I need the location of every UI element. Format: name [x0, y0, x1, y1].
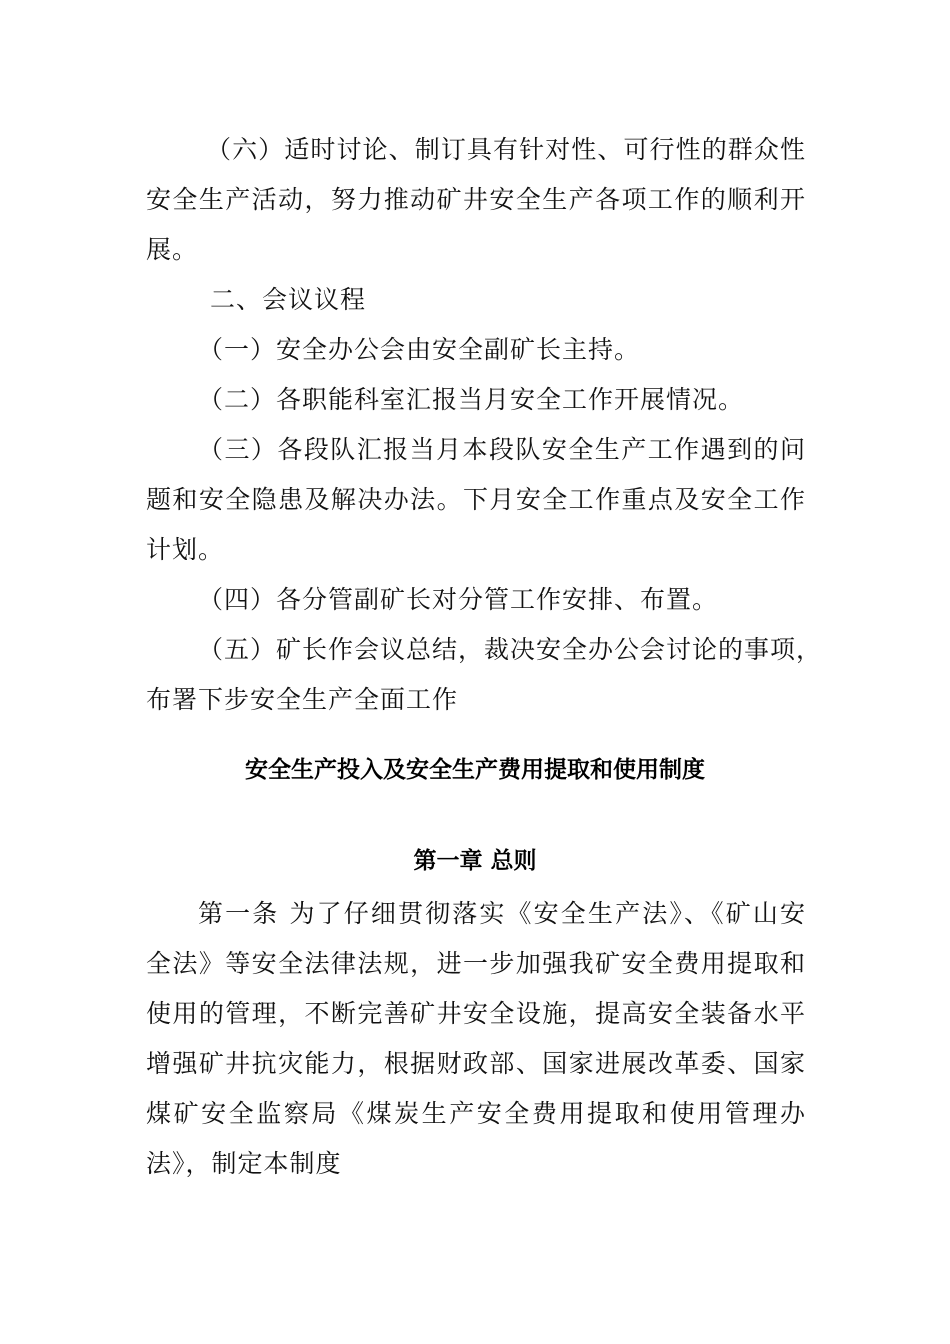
paragraph-line: 法》，制定本制度 — [146, 1149, 342, 1178]
paragraph-line: 使用的管理，不断完善矿井安全设施，提高安全装备水平 — [146, 999, 806, 1028]
paragraph-line: （六）适时讨论、制订具有针对性、可行性的群众性 — [206, 135, 806, 164]
paragraph-line: 全法》等安全法律法规，进一步加强我矿安全费用提取和 — [146, 949, 806, 978]
paragraph-line: 第一条 为了仔细贯彻落实《安全生产法》、《矿山安 — [198, 899, 806, 928]
paragraph-line: 计划。 — [146, 535, 225, 564]
paragraph-line: （二）各职能科室汇报当月安全工作开展情况。 — [198, 385, 745, 414]
paragraph-line: 增强矿井抗灾能力，根据财政部、国家进展改革委、国家 — [146, 1049, 806, 1078]
paragraph-line: （三）各段队汇报当月本段队安全生产工作遇到的问 — [198, 435, 806, 464]
section-heading: 二、会议议程 — [210, 285, 367, 314]
paragraph-line: 煤矿安全监察局《煤炭生产安全费用提取和使用管理办 — [146, 1099, 806, 1128]
paragraph-line: 布署下步安全生产全面工作 — [146, 685, 459, 714]
paragraph-line: 展。 — [146, 235, 199, 264]
paragraph-line: （四）各分管副矿长对分管工作安排、布置。 — [198, 585, 719, 614]
paragraph-line: （一）安全办公会由安全副矿长主持。 — [198, 335, 641, 364]
paragraph-line: 安全生产活动，努力推动矿井安全生产各项工作的顺利开 — [146, 185, 806, 214]
chapter-heading: 第一章 总则 — [413, 848, 537, 874]
paragraph-line: （五）矿长作会议总结，裁决安全办公会讨论的事项， — [198, 635, 823, 664]
paragraph-line: 题和安全隐患及解决办法。下月安全工作重点及安全工作 — [146, 485, 806, 514]
document-title: 安全生产投入及安全生产费用提取和使用制度 — [245, 757, 705, 783]
